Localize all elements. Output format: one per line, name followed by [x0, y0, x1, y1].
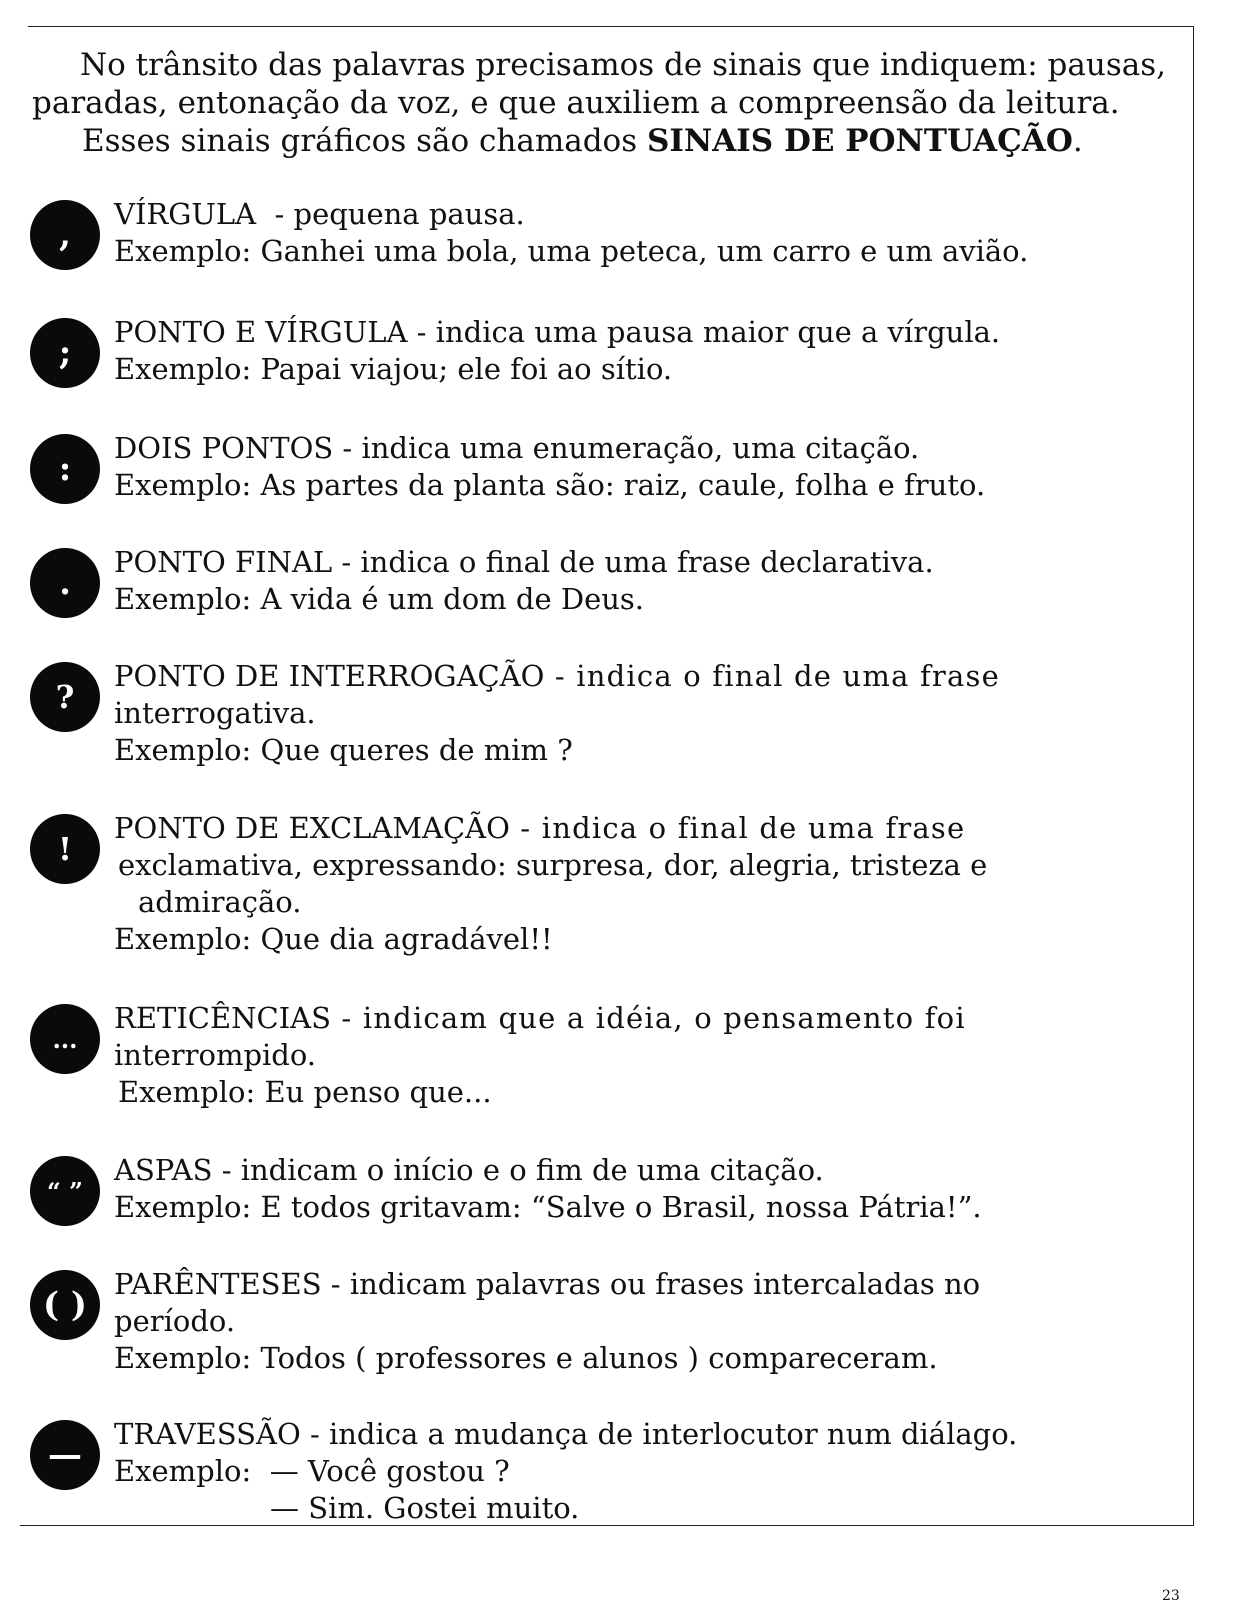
entry-title: PONTO E VÍRGULA	[114, 315, 408, 349]
entry-example: Exemplo: A vida é um dom de Deus.	[114, 582, 645, 616]
entry-title: TRAVESSÃO	[114, 1417, 301, 1451]
entry-title: ASPAS	[114, 1153, 213, 1187]
entry-example: Exemplo: As partes da planta são: raiz, caule, folha e fruto.	[114, 468, 986, 502]
entry-example: Exemplo: E todos gritavam: “Salve o Brasil, nossa Pátria!”.	[114, 1190, 982, 1224]
entry-virgula-heading	[114, 196, 1184, 233]
intro-line-3-text: Esses sinais gráficos são chamados	[82, 123, 647, 159]
entry-reticencias-text	[114, 1000, 1184, 1111]
entry-ponto-final-heading	[114, 544, 1184, 581]
entry-ponto-e-virgula-text	[114, 314, 1184, 388]
entry-ponto-de-exclamacao-text	[114, 810, 1184, 958]
entry-desc-cont: interrogativa.	[114, 696, 316, 730]
ellipsis-icon: ...	[30, 1004, 100, 1074]
entry-desc: - indicam o início e o fim de uma citação.	[212, 1153, 824, 1187]
entry-desc-cont-2: admiração.	[138, 885, 302, 919]
entry-example: Exemplo: Eu penso que...	[118, 1075, 492, 1109]
entry-desc-cont: exclamativa, expressando: surpresa, dor, alegria, tristeza e	[118, 848, 988, 882]
entry-example: Exemplo: Que dia agradável!!	[114, 922, 553, 956]
top-rule	[28, 26, 1194, 27]
entry-desc: - pequena pausa.	[256, 197, 525, 231]
right-rule	[1193, 26, 1194, 1526]
entry-desc: - indicam que a idéia, o pensamento foi	[331, 1001, 966, 1035]
entry-reticencias-heading	[114, 1000, 1184, 1037]
entry-ponto-de-interrogacao-text	[114, 658, 1184, 769]
entry-title: PONTO FINAL	[114, 545, 333, 579]
entry-ponto-de-interrogacao-heading	[114, 658, 1184, 695]
entry-aspas-heading	[114, 1152, 1184, 1189]
entry-desc: - indica o final de uma frase declarativa.	[332, 545, 934, 579]
quotation-marks-icon: “ ”	[30, 1156, 100, 1226]
entry-example: Exemplo: Todos ( professores e alunos ) compareceram.	[114, 1341, 938, 1375]
entry-example: Exemplo: — Você gostou ?	[114, 1454, 510, 1488]
entry-desc-cont: interrompido.	[114, 1038, 317, 1072]
intro-line-1: No trânsito das palavras precisamos de sinais que indiquem: pausas,	[80, 47, 1166, 83]
entry-ponto-de-exclamacao-heading	[114, 810, 1184, 847]
entry-travessao-heading	[114, 1416, 1184, 1453]
entry-title: PONTO DE EXCLAMAÇÃO	[114, 811, 510, 845]
entry-example: Exemplo: Ganhei uma bola, uma peteca, um carro e um avião.	[114, 234, 1029, 268]
entry-title: RETICÊNCIAS	[114, 1001, 331, 1035]
intro-line-2: paradas, entonação da voz, e que auxiliem a compreensão da leitura.	[32, 85, 1120, 121]
entry-title: PARÊNTESES	[114, 1267, 322, 1301]
entry-example-2: — Sim. Gostei muito.	[270, 1491, 580, 1525]
entry-virgula-text	[114, 196, 1184, 270]
dash-icon: —	[30, 1420, 100, 1490]
exclamation-mark-icon: !	[30, 814, 100, 884]
entry-title: VÍRGULA	[114, 197, 257, 231]
entry-aspas-text	[114, 1152, 1184, 1226]
entry-title: PONTO DE INTERROGAÇÃO	[114, 659, 545, 693]
intro-line-3-bold: SINAIS DE PONTUAÇÃO	[646, 123, 1073, 159]
entry-desc: - indica o final de uma frase	[544, 659, 1000, 693]
entry-example: Exemplo: Papai viajou; ele foi ao sítio.	[114, 352, 673, 386]
entry-example: Exemplo: Que queres de mim ?	[114, 733, 573, 767]
comma-icon: ,	[30, 200, 100, 270]
intro-line-3-end: .	[1072, 123, 1083, 159]
entry-desc: - indica uma pausa maior que a vírgula.	[407, 315, 1001, 349]
entry-parenteses-heading	[114, 1266, 1184, 1303]
entry-parenteses-text	[114, 1266, 1184, 1377]
parentheses-icon: ( )	[30, 1270, 100, 1340]
entry-desc-cont: período.	[114, 1304, 236, 1338]
entry-desc: - indica uma enumeração, uma citação.	[333, 431, 920, 465]
entry-dois-pontos-text	[114, 430, 1184, 504]
intro-line-3	[32, 122, 1192, 160]
entry-ponto-final-text	[114, 544, 1184, 618]
entry-desc: - indica a mudança de interlocutor num diálago.	[300, 1417, 1018, 1451]
entry-desc: - indicam palavras ou frases intercaladas no	[321, 1267, 981, 1301]
intro-paragraph	[32, 46, 1192, 160]
semicolon-icon: ;	[30, 318, 100, 388]
entry-dois-pontos-heading	[114, 430, 1184, 467]
period-icon: .	[30, 548, 100, 618]
entry-desc: - indica o final de uma frase	[509, 811, 966, 845]
entry-ponto-e-virgula-heading	[114, 314, 1184, 351]
question-mark-icon: ?	[30, 662, 100, 732]
colon-icon: :	[30, 434, 100, 504]
entry-title: DOIS PONTOS	[114, 431, 334, 465]
entry-travessao-text	[114, 1416, 1184, 1527]
page-number: 23	[1162, 1588, 1180, 1604]
